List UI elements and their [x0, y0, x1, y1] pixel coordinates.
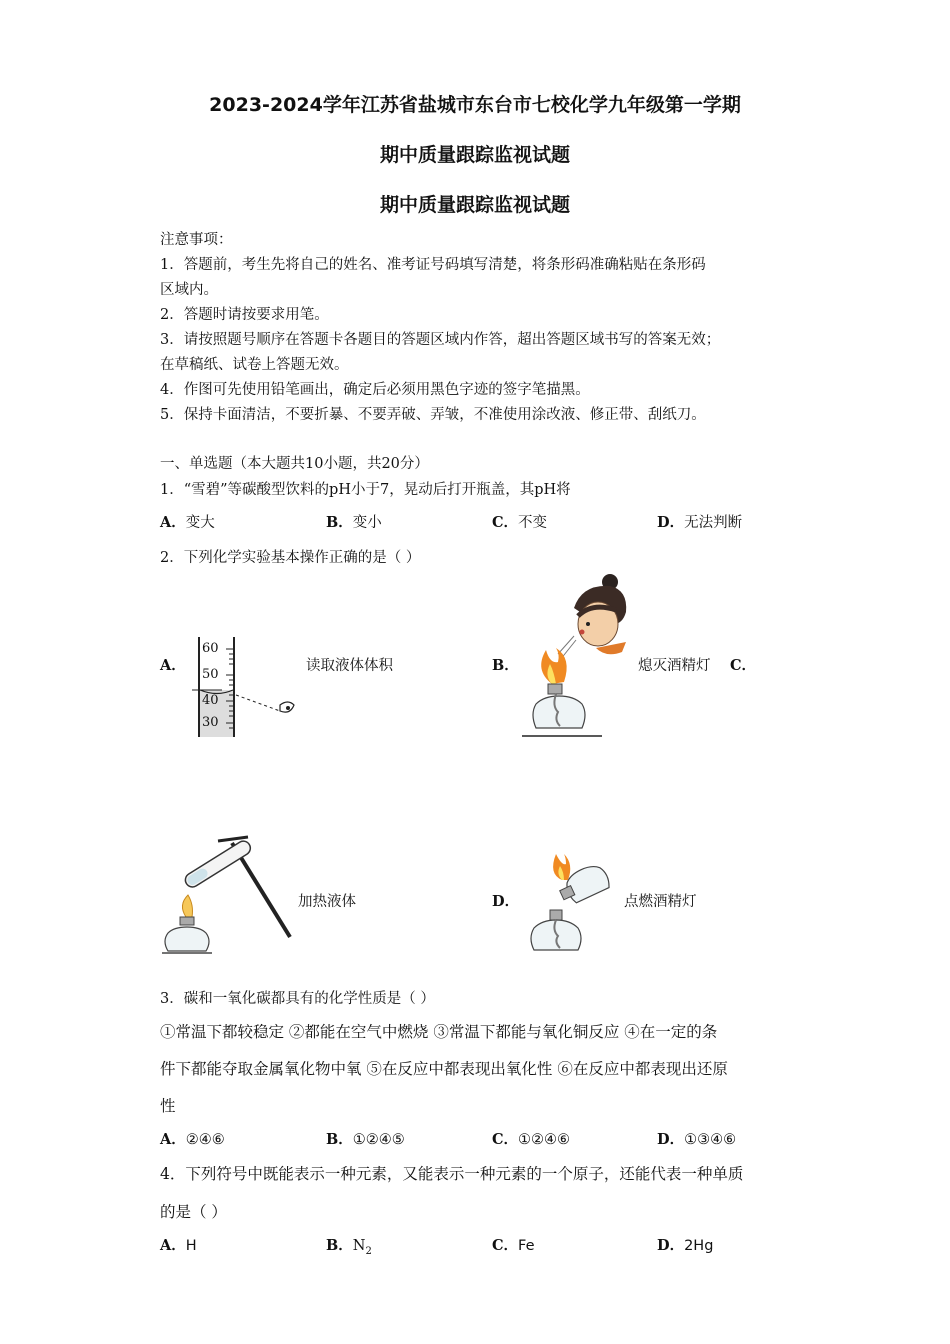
tick-label: 50 — [202, 667, 219, 682]
notes-item: 在草稿纸、试卷上答题无效。 — [160, 357, 349, 373]
q2-option-b-label: 熄灭酒精灯 — [638, 658, 711, 674]
q2-option-c-label: 加热液体 — [298, 894, 356, 910]
q2-stem: 2．下列化学实验基本操作正确的是（ ） — [160, 550, 421, 566]
heating-liquid-figure — [162, 825, 297, 955]
q3-option-a: A．②④⑥ — [160, 1131, 225, 1148]
q3-body-line: ①常温下都较稳定 ②都能在空气中燃烧 ③常温下都能与氧化铜反应 ④在一定的条 — [160, 1023, 718, 1041]
tick-label: 30 — [202, 715, 219, 730]
q2-option-a-label: 读取液体体积 — [306, 658, 393, 674]
notes-item: 区域内。 — [160, 282, 218, 298]
q4-option-a: A．H — [160, 1237, 197, 1254]
notes-item: 4．作图可先使用铅笔画出，确定后必须用黑色字迹的签字笔描黑。 — [160, 382, 590, 398]
q3-stem: 3．碳和一氧化碳都具有的化学性质是（ ） — [160, 991, 435, 1007]
light-lamp-figure — [522, 850, 622, 958]
q1-option-c: C．不变 — [492, 514, 548, 531]
page-title-line2: 期中质量跟踪监视试题 — [379, 144, 570, 166]
q4-option-c: C．Fe — [492, 1237, 535, 1254]
q1-stem: 1．“雪碧”等碳酸型饮料的pH小于7，晃动后打开瓶盖，其pH将 — [160, 482, 571, 498]
q4-option-d: D．2Hg — [657, 1237, 714, 1254]
q3-option-d: D．①③④⑥ — [657, 1131, 737, 1148]
q1-option-b: B．变小 — [326, 514, 382, 531]
notes-item: 1．答题前，考生先将自己的姓名、准考证号码填写清楚，将条形码准确粘贴在条形码 — [160, 257, 706, 273]
q1-option-a: A．变大 — [160, 514, 215, 531]
q3-option-b: B．①②④⑤ — [326, 1131, 405, 1148]
section-heading: 一、单选题（本大题共10小题，共20分） — [160, 456, 429, 472]
notes-item: 5．保持卡面清洁，不要折暴、不要弄破、弄皱，不准使用涂改液、修正带、刮纸刀。 — [160, 407, 706, 423]
notes-item: 2．答题时请按要求用笔。 — [160, 307, 329, 323]
q3-option-c: C．①②④⑥ — [492, 1131, 571, 1148]
page-title-line1: 2023-2024学年江苏省盐城市东台市七校化学九年级第一学期 — [209, 94, 741, 116]
q3-body-line: 件下都能夺取金属氧化物中氧 ⑤在反应中都表现出氧化性 ⑥在反应中都表现出还原 — [160, 1060, 728, 1078]
q4-option-b: B．$N_2$ — [326, 1237, 372, 1257]
notes-item: 3．请按照题号顺序在答题卡各题目的答题区域内作答，超出答题区域书写的答案无效； — [160, 332, 721, 348]
blow-out-lamp-figure — [522, 572, 634, 740]
q4-stem-cont: 的是（ ） — [160, 1203, 227, 1221]
q2-option-b-letter: B． — [492, 657, 519, 674]
q2-option-d-letter: D． — [492, 893, 520, 910]
q2-option-a-letter: A． — [160, 657, 186, 674]
notes-heading: 注意事项： — [160, 232, 233, 248]
tick-label: 60 — [202, 641, 219, 656]
q3-body-line: 性 — [160, 1097, 176, 1115]
q1-option-d: D．无法判断 — [657, 514, 743, 531]
q4-stem: 4．下列符号中既能表示一种元素，又能表示一种元素的一个原子，还能代表一种单质 — [160, 1165, 744, 1183]
page-title-line3: 期中质量跟踪监视试题 — [379, 194, 570, 216]
q2-option-d-label: 点燃酒精灯 — [624, 894, 697, 910]
tick-label: 40 — [202, 693, 219, 708]
q2-option-c-letter: C． — [730, 657, 757, 674]
